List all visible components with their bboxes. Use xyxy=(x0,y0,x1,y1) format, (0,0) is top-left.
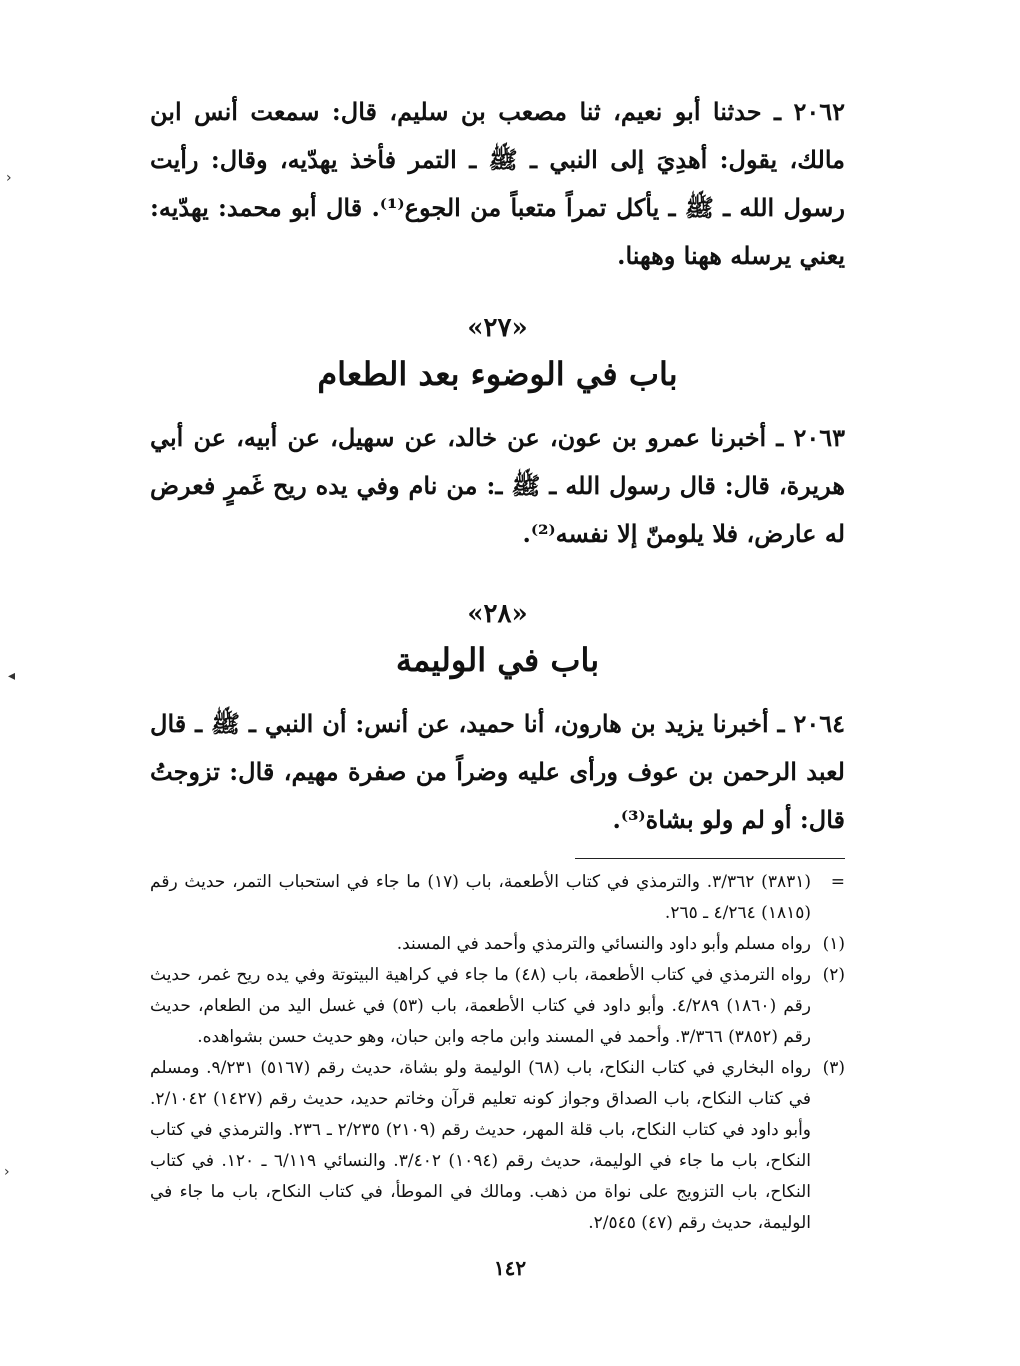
page-number: ١٤٢ xyxy=(493,1256,527,1280)
footnote-3 xyxy=(150,1053,845,1239)
footnotes xyxy=(150,867,845,1239)
hadith-2064: ٢٠٦٤ ـ أخبرنا يزيد بن هارون، أنا حميد، عن أنس: أن النبي ـ ﷺ ـ قال لعبد الرحمن بن عوف ورأى عليه وضراً من صفرة مهيم، قال: تزوجتُ قال: أو لم ولو بشاة⁽³⁾. xyxy=(150,709,845,834)
footnote-2 xyxy=(150,960,845,1053)
footnote-mark: (١) xyxy=(822,934,845,954)
section-number-27: «٢٧» xyxy=(467,313,528,343)
hadith-2063: ٢٠٦٣ ـ أخبرنا عمرو بن عون، عن خالد، عن سهيل، عن أبيه، عن أبي هريرة، قال: قال رسول الله ـ ﷺ ـ: من نام وفي يده ريح غَمرٍ فعرض له عارض، فلا يلومنّ إلا نفسه⁽²⁾. xyxy=(150,423,845,548)
footnote-mark: (٣) xyxy=(822,1058,845,1078)
footnote-text: (٣٨٣١) ٣/٣٦٢. والترمذي في كتاب الأطعمة، باب (١٧) ما جاء في استحباب التمر، حديث رقم (١٨١٥) ٤/٢٦٤ ـ ٢٦٥. xyxy=(150,872,811,923)
footnote-continued xyxy=(150,867,845,929)
footnote-1 xyxy=(150,929,845,960)
page-content xyxy=(150,88,845,1239)
section-title-27: باب في الوضوء بعد الطعام xyxy=(317,355,678,393)
footnote-text: رواه البخاري في كتاب النكاح، باب (٦٨) الوليمة ولو بشاة، حديث رقم (٥١٦٧) ٩/٢٣١. ومسلم في كتاب النكاح، باب الصداق وجواز كونه تعليم قرآن وخاتم حديد، حديث رقم (١٤٢٧) ٢/١٠٤٢. وأبو داود في كتاب النكاح، باب قلة المهر، حديث رقم (٢١٠٩) ٢/٢٣٥ ـ ٢٣٦. والترمذي في كتاب النكاح، باب ما جاء في الوليمة، حديث رقم (١٠٩٤) ٣/٤٠٢. والنسائي ٦/١١٩ ـ ١٢٠. في كتاب النكاح، باب التزويج على نواة من ذهب. ومالك في الموطأ، في كتاب النكاح، باب ما جاء في الوليمة، حديث رقم (٤٧) ٢/٥٤٥. xyxy=(150,1058,812,1233)
footnote-text: رواه الترمذي في كتاب الأطعمة، باب (٤٨) ما جاء في كراهية البيتوتة وفي يده ريح غمر، حديث رقم (١٨٦٠) ٤/٢٨٩. وأبو داود في كتاب الأطعمة، باب (٥٣) في غسل اليد من الطعام، حديث رقم (٣٨٥٢) ٣/٣٦٦. وأحمد في المسند وابن ماجه وابن حبان، وهو حديث حسن بشواهده. xyxy=(150,965,811,1047)
section-title-28: باب في الوليمة xyxy=(395,641,600,679)
scan-margin-mark: › xyxy=(4,1164,10,1180)
footnote-mark: = xyxy=(830,872,845,892)
scan-margin-mark: › xyxy=(6,170,12,186)
footnote-mark: (٢) xyxy=(822,965,845,985)
section-number-28: «٢٨» xyxy=(467,599,528,629)
hadith-2062: ٢٠٦٢ ـ حدثنا أبو نعيم، ثنا مصعب بن سليم، قال: سمعت أنس ابن مالك، يقول: أهدِيَ إلى النبي ـ ﷺ ـ التمر فأخذ يهدّيه، وقال: رأيت رسول الله ـ ﷺ ـ يأكل تمراً متعباً من الجوع⁽¹⁾. قال أبو محمد: يهدّيه: يعني يرسله ههنا وههنا. xyxy=(150,97,845,270)
footnote-text: رواه مسلم وأبو داود والنسائي والترمذي وأحمد في المسند. xyxy=(396,934,811,954)
footnote-separator xyxy=(575,858,845,859)
scan-margin-mark: ◂ xyxy=(8,668,16,684)
